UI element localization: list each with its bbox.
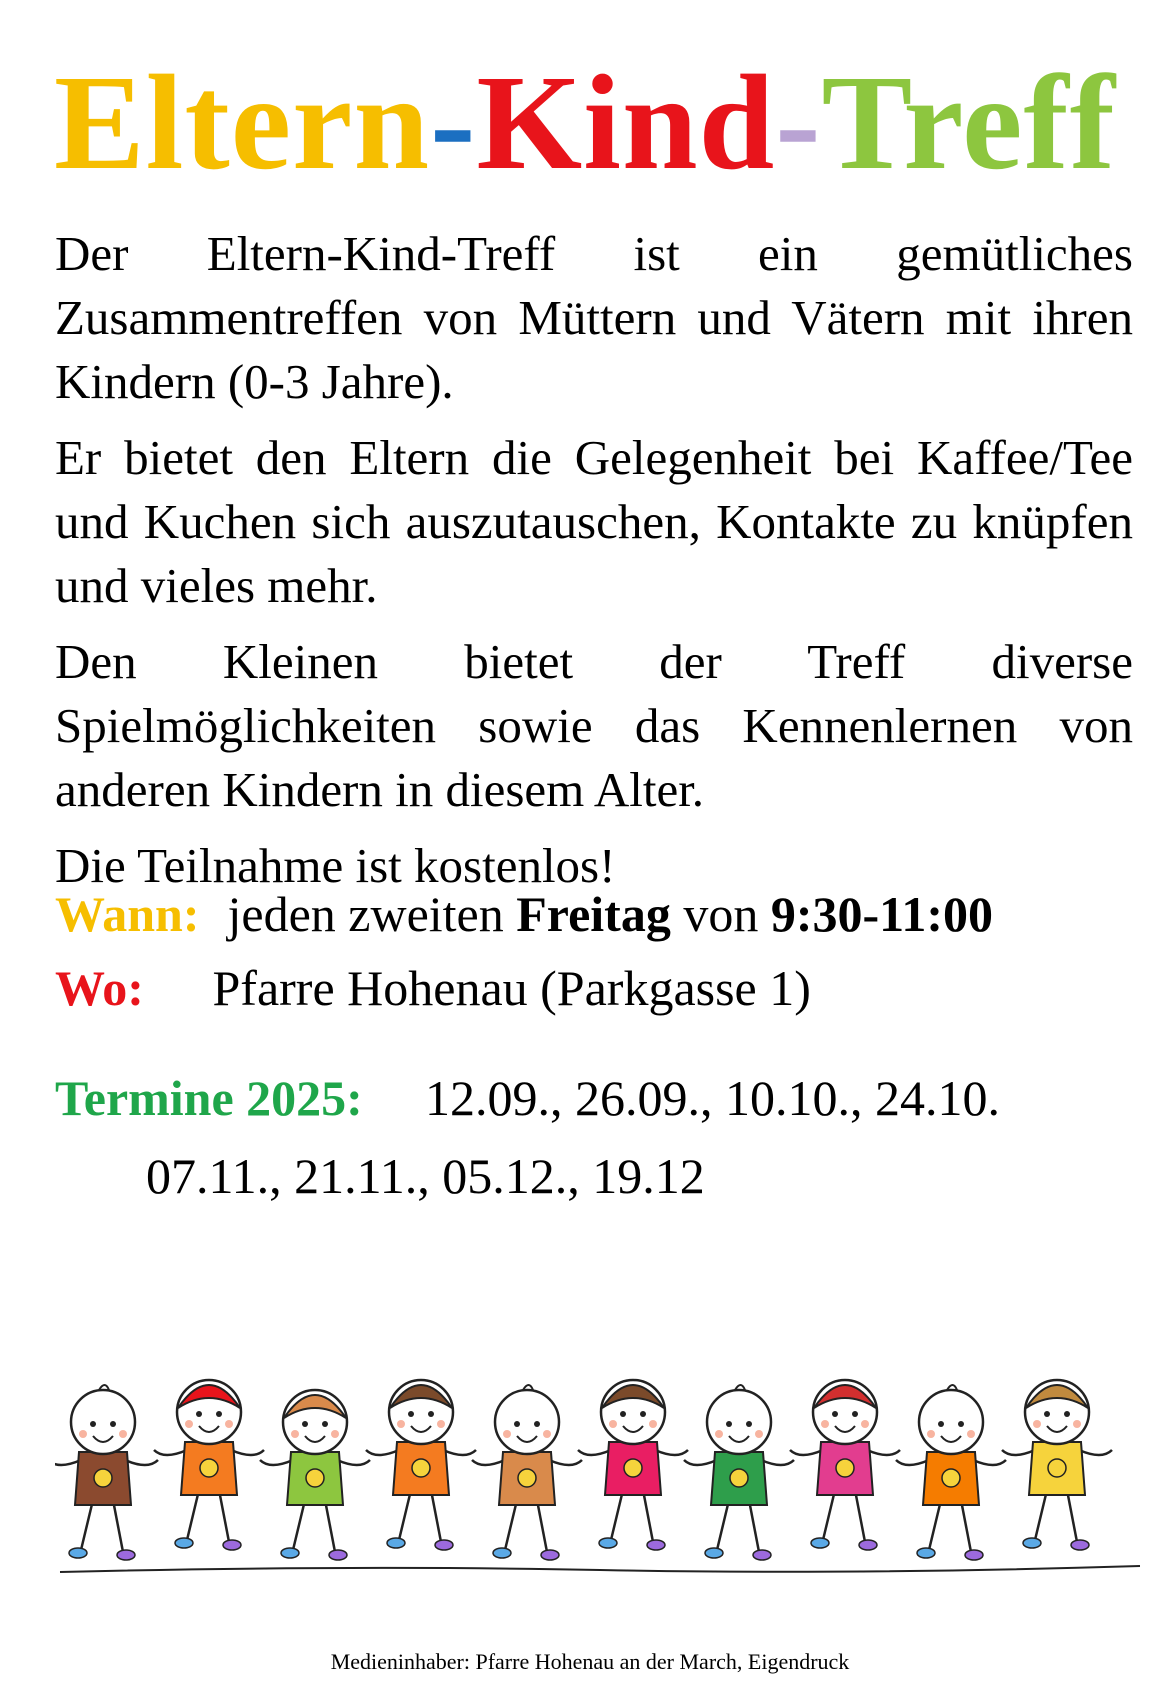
paragraph-children: Den Kleinen bietet der Treff diverse Spielmöglichkeiten sowie das Kennenlernen von anderen Kindern in diesem Alter. bbox=[55, 634, 1133, 817]
child-figure bbox=[790, 1380, 900, 1550]
where-line bbox=[55, 956, 811, 1020]
child-figure bbox=[684, 1385, 794, 1560]
when-day: Freitag bbox=[516, 886, 671, 942]
page-title bbox=[0, 48, 1170, 198]
when-text-1: jeden zweiten bbox=[227, 886, 504, 942]
title-kind: Kind bbox=[476, 48, 776, 198]
footer-imprint: Medieninhaber: Pfarre Hohenau an der March, Eigendruck bbox=[330, 1649, 850, 1674]
child-figure bbox=[1002, 1380, 1112, 1550]
dates-line-1: 12.09., 26.09., 10.10., 24.10. bbox=[425, 1070, 1000, 1126]
when-line bbox=[55, 882, 993, 946]
title-treff: Treff bbox=[821, 48, 1117, 198]
child-figure bbox=[154, 1380, 264, 1550]
when-time: 9:30-11:00 bbox=[770, 886, 994, 942]
description bbox=[55, 222, 1133, 910]
title-dash-1: - bbox=[430, 48, 477, 198]
children-group bbox=[55, 1380, 1112, 1560]
child-figure bbox=[260, 1390, 370, 1560]
paragraph-free: Die Teilnahme ist kostenlos! bbox=[55, 838, 616, 893]
dates-label: Termine 2025: bbox=[55, 1070, 363, 1126]
title-dash-2: - bbox=[775, 48, 822, 198]
paragraph-parents: Er bietet den Eltern die Gelegenheit bei Kaffee/Tee und Kuchen sich auszutauschen, Kontakte zu knüpfen und vieles mehr. bbox=[55, 430, 1133, 613]
children-illustration bbox=[55, 1360, 1145, 1590]
when-text-2: von bbox=[683, 886, 759, 942]
child-figure bbox=[578, 1380, 688, 1550]
paragraph-intro: Der Eltern-Kind-Treff ist ein gemütliches Zusammentreffen von Müttern und Vätern mit ihren Kindern (0-3 Jahre). bbox=[55, 226, 1133, 409]
child-figure bbox=[55, 1385, 158, 1560]
child-figure bbox=[366, 1380, 476, 1550]
where-text: Pfarre Hohenau (Parkgasse 1) bbox=[212, 960, 811, 1016]
title-eltern: Eltern bbox=[53, 48, 431, 198]
ground-line bbox=[60, 1566, 1140, 1572]
when-label: Wann: bbox=[55, 886, 200, 942]
child-figure bbox=[472, 1385, 582, 1560]
where-label: Wo: bbox=[55, 960, 144, 1016]
dates-label-line bbox=[55, 1066, 363, 1130]
child-figure bbox=[896, 1385, 1006, 1560]
dates-line-2: 07.11., 21.11., 05.12., 19.12 bbox=[146, 1148, 705, 1204]
